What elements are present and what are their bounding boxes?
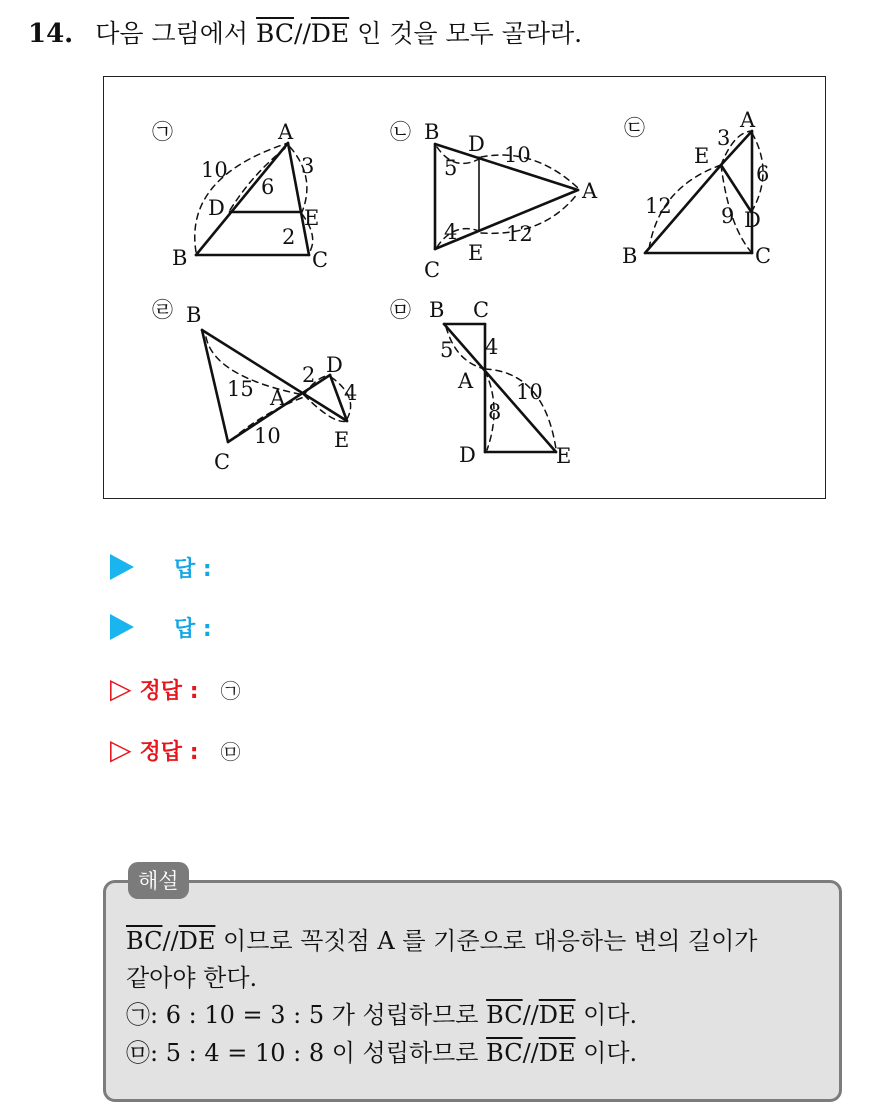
segment-de: $\overline{DE}$ <box>310 19 350 48</box>
marker-5: ㉤ <box>390 298 411 322</box>
label-a: A <box>582 179 598 203</box>
length-8: 8 <box>488 400 502 424</box>
explanation-line-3 <box>126 995 637 1030</box>
question-number: 14. <box>28 19 74 49</box>
label-c: C <box>473 298 490 322</box>
length-10: 10 <box>504 143 531 167</box>
question-suffix: 인 것을 모두 골라라. <box>357 19 583 48</box>
figure-box <box>103 76 826 499</box>
segment-de: $\overline{DE}$ <box>538 1001 576 1029</box>
explanation-line-1 <box>126 921 757 956</box>
length-2: 2 <box>302 363 316 387</box>
ratio-text: : 5 : 4 = 10 : 8 이 성립하므로 <box>150 1039 479 1067</box>
length-2: 2 <box>282 225 296 249</box>
label-a: A <box>458 369 474 393</box>
length-9: 9 <box>721 204 735 228</box>
length-10: 10 <box>516 380 543 404</box>
label-b: B <box>424 120 440 144</box>
label-a: A <box>278 120 294 144</box>
length-6: 6 <box>756 162 770 186</box>
correct-value: ㉤ <box>220 739 241 764</box>
label-c: C <box>424 258 441 282</box>
length-3: 3 <box>301 154 315 178</box>
label-c: C <box>214 450 231 474</box>
correct-answer-1 <box>110 672 241 706</box>
label-c: C <box>312 248 329 272</box>
label-e: E <box>556 444 572 468</box>
marker-1: ㉠ <box>152 120 173 144</box>
length-3: 3 <box>717 126 731 150</box>
question-text <box>28 14 582 50</box>
label-c: C <box>755 244 772 268</box>
segment-bc: $\overline{BC}$ <box>126 927 163 955</box>
segment-de: $\overline{DE}$ <box>538 1039 576 1067</box>
label-d: D <box>208 196 225 220</box>
segment-bc: $\overline{BC}$ <box>486 1039 523 1067</box>
correct-answer-2 <box>110 733 241 767</box>
label-a: A <box>270 386 286 410</box>
play-arrow-icon <box>110 614 134 640</box>
figure-4 <box>152 298 357 474</box>
outline-arrow-icon: ▷ <box>110 672 132 705</box>
length-15: 15 <box>227 377 254 401</box>
segment-bc: $\overline{BC}$ <box>256 19 295 48</box>
explanation-text: 이므로 꼭짓점 A 를 기준으로 대응하는 변의 길이가 <box>223 927 758 955</box>
length-5: 5 <box>444 156 458 180</box>
explanation-box <box>103 880 842 1102</box>
parallel-symbol: // <box>294 19 311 48</box>
length-10: 10 <box>201 158 228 182</box>
explanation-line-4 <box>126 1033 637 1068</box>
explanation-line-2: 같아야 한다. <box>126 964 258 992</box>
segment-bc: $\overline{BC}$ <box>486 1001 523 1029</box>
label-a: A <box>740 108 756 132</box>
label-b: B <box>172 246 188 270</box>
length-12: 12 <box>645 194 672 218</box>
marker: ㉤ <box>126 1039 150 1067</box>
ratio-text: : 6 : 10 = 3 : 5 가 성립하므로 <box>150 1001 479 1029</box>
parallel-symbol: // <box>162 927 179 955</box>
figure-2 <box>390 120 598 282</box>
label-b: B <box>186 303 202 327</box>
sentence-end: 이다. <box>583 1039 638 1067</box>
label-b: B <box>622 244 638 268</box>
figure-1 <box>152 120 328 272</box>
explanation-tag: 해설 <box>128 862 189 899</box>
label-e: E <box>334 428 350 452</box>
segment-de: $\overline{DE}$ <box>178 927 216 955</box>
question-prefix: 다음 그림에서 <box>95 19 249 48</box>
label-e: E <box>468 241 484 265</box>
answer-label: 답 : <box>174 556 212 582</box>
correct-label: 정답 : <box>139 678 199 704</box>
figure-3 <box>622 108 771 268</box>
answer-label: 답 : <box>174 616 212 642</box>
answer-line-1 <box>110 550 212 584</box>
correct-label: 정답 : <box>139 739 199 765</box>
length-4: 4 <box>485 335 499 359</box>
label-d: D <box>744 208 761 232</box>
marker-4: ㉣ <box>152 298 173 322</box>
length-5: 5 <box>440 338 454 362</box>
label-d: D <box>326 353 343 377</box>
length-10: 10 <box>254 424 281 448</box>
label-e: E <box>304 206 320 230</box>
answer-line-2 <box>110 610 212 644</box>
label-e: E <box>694 144 710 168</box>
marker-2: ㉡ <box>390 120 411 144</box>
length-4: 4 <box>344 381 358 405</box>
sentence-end: 이다. <box>583 1001 638 1029</box>
parallel-symbol: // <box>522 1001 539 1029</box>
label-d: D <box>468 132 485 156</box>
play-arrow-icon <box>110 554 134 580</box>
length-4: 4 <box>444 220 458 244</box>
outline-arrow-icon: ▷ <box>110 733 132 766</box>
marker-3: ㉢ <box>624 116 645 140</box>
label-b: B <box>429 298 445 322</box>
parallel-symbol: // <box>522 1039 539 1067</box>
length-12: 12 <box>506 222 533 246</box>
correct-value: ㉠ <box>220 678 241 703</box>
marker: ㉠ <box>126 1001 150 1029</box>
length-6: 6 <box>261 175 275 199</box>
label-d: D <box>459 443 476 467</box>
figure-5 <box>390 298 571 468</box>
